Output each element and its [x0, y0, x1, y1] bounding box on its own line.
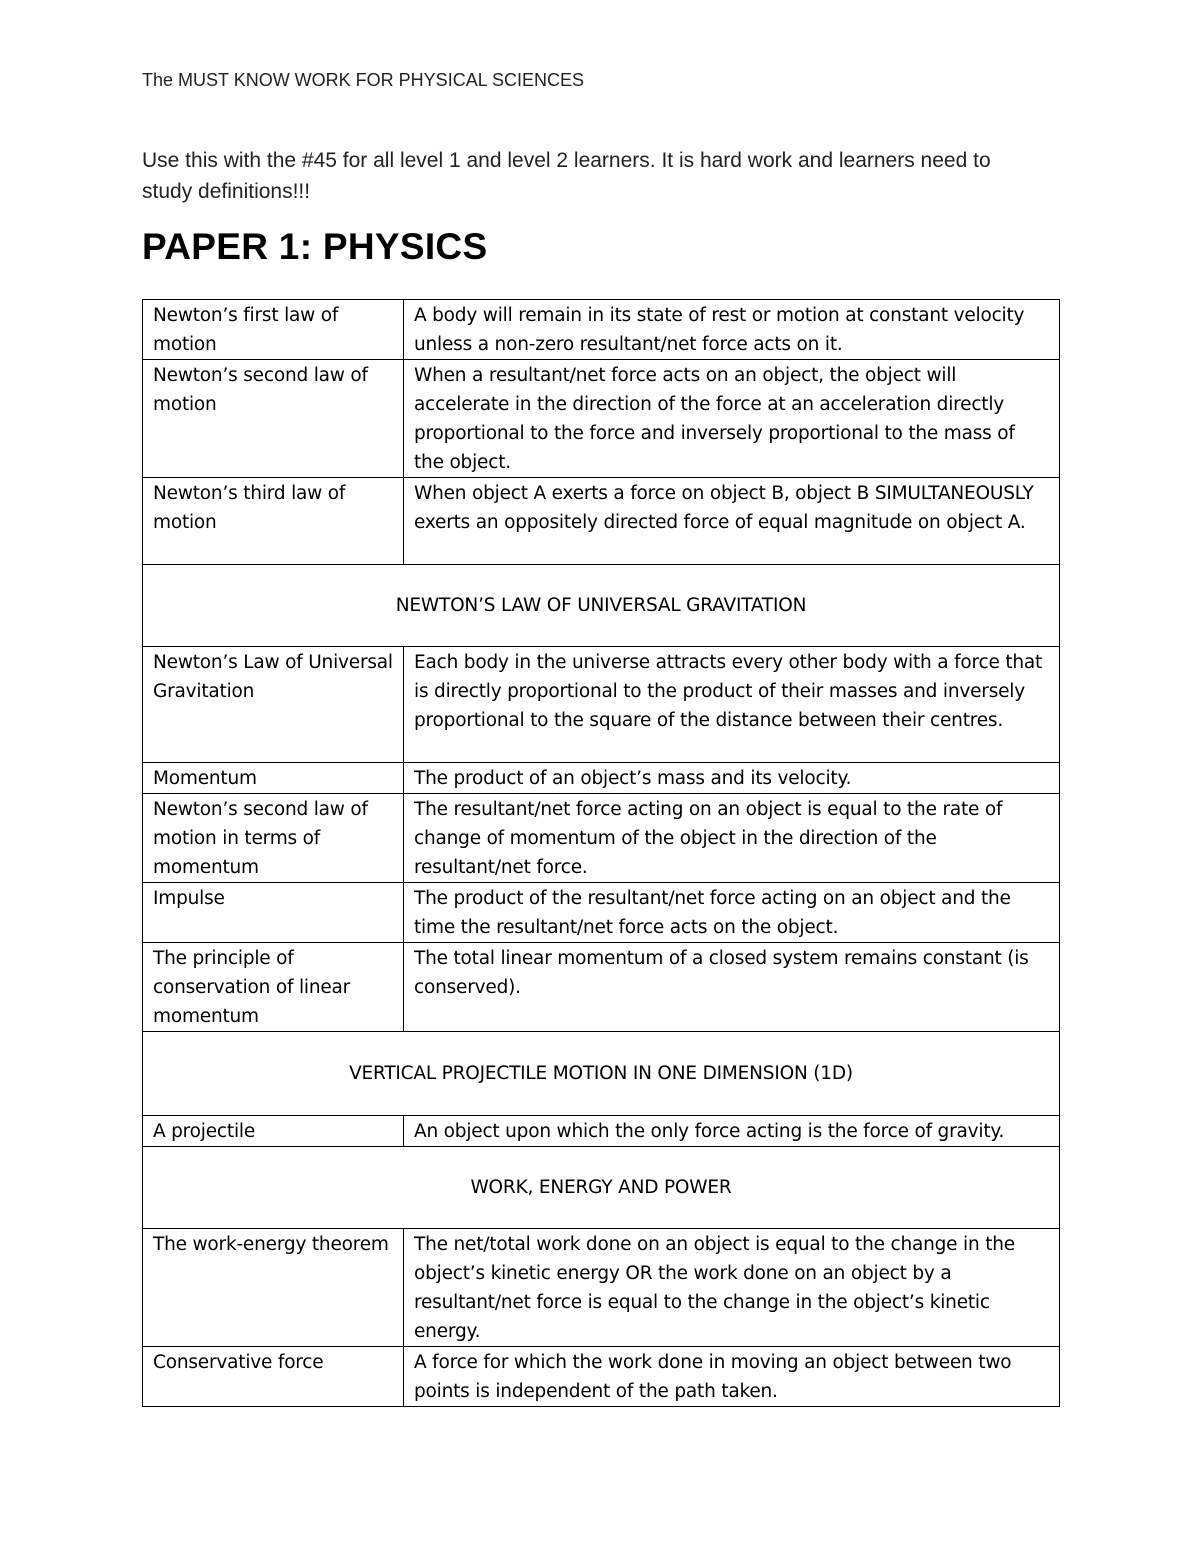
- definition-cell: The resultant/net force acting on an object is equal to the rate of change of momentum of the object in the direction of the resultant/net force.: [404, 794, 1060, 883]
- table-row: [143, 1116, 1060, 1147]
- term-cell: Momentum: [143, 763, 404, 794]
- term-cell: A projectile: [143, 1116, 404, 1147]
- table-row: [143, 1347, 1060, 1407]
- table-row: [143, 300, 1060, 360]
- table-row: [143, 360, 1060, 478]
- table-row: [143, 478, 1060, 565]
- table-row: [143, 647, 1060, 763]
- definition-cell: The net/total work done on an object is equal to the change in the object’s kinetic energy OR the work done on an object by a resultant/net force is equal to the change in the object’s kinetic energy.: [404, 1229, 1060, 1347]
- term-cell: Impulse: [143, 883, 404, 943]
- section-row: [143, 1032, 1060, 1116]
- table-row: [143, 763, 1060, 794]
- term-cell: Newton’s Law of Universal Gravitation: [143, 647, 404, 763]
- definitions-table: [142, 299, 1060, 1407]
- paper-title: PAPER 1: PHYSICS: [142, 226, 488, 267]
- definition-cell: An object upon which the only force acting is the force of gravity.: [404, 1116, 1060, 1147]
- table-row: [143, 943, 1060, 1032]
- term-cell: Newton’s first law of motion: [143, 300, 404, 360]
- term-cell: Conservative force: [143, 1347, 404, 1407]
- definition-cell: A body will remain in its state of rest or motion at constant velocity unless a non-zero resultant/net force acts on it.: [404, 300, 1060, 360]
- intro-paragraph: Use this with the #45 for all level 1 and level 2 learners. It is hard work and learners need to study definitions!!!: [142, 149, 991, 203]
- definition-cell: A force for which the work done in moving an object between two points is independent of the path taken.: [404, 1347, 1060, 1407]
- term-cell: The principle of conservation of linear momentum: [143, 943, 404, 1032]
- page-header: The MUST KNOW WORK FOR PHYSICAL SCIENCES: [142, 70, 585, 90]
- section-row: [143, 1147, 1060, 1229]
- definition-cell: The total linear momentum of a closed system remains constant (is conserved).: [404, 943, 1060, 1032]
- term-cell: Newton’s third law of motion: [143, 478, 404, 565]
- table-row: [143, 794, 1060, 883]
- section-heading: NEWTON’S LAW OF UNIVERSAL GRAVITATION: [143, 565, 1060, 647]
- term-cell: The work-energy theorem: [143, 1229, 404, 1347]
- definition-cell: The product of an object’s mass and its velocity.: [404, 763, 1060, 794]
- term-cell: Newton’s second law of motion in terms of momentum: [143, 794, 404, 883]
- section-heading: VERTICAL PROJECTILE MOTION IN ONE DIMENSION (1D): [143, 1032, 1060, 1116]
- table-row: [143, 1229, 1060, 1347]
- term-cell: Newton’s second law of motion: [143, 360, 404, 478]
- definition-cell: When a resultant/net force acts on an object, the object will accelerate in the direction of the force at an acceleration directly proportional to the force and inversely proportional to the mass of the object.: [404, 360, 1060, 478]
- table-row: [143, 883, 1060, 943]
- definition-cell: When object A exerts a force on object B, object B SIMULTANEOUSLY exerts an oppositely directed force of equal magnitude on object A.: [404, 478, 1060, 565]
- definition-cell: Each body in the universe attracts every other body with a force that is directly proportional to the product of their masses and inversely proportional to the square of the distance between their centres.: [404, 647, 1060, 763]
- definition-cell: The product of the resultant/net force acting on an object and the time the resultant/net force acts on the object.: [404, 883, 1060, 943]
- section-heading: WORK, ENERGY AND POWER: [143, 1147, 1060, 1229]
- section-row: [143, 565, 1060, 647]
